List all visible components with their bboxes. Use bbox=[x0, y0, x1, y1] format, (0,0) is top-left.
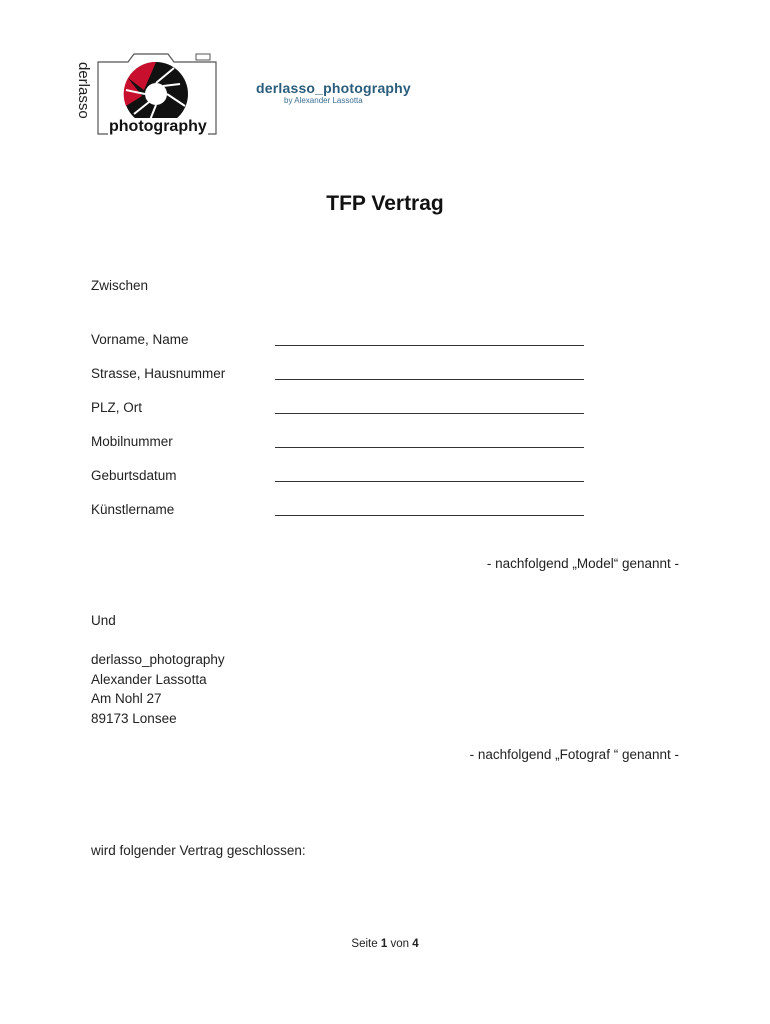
field-row-street bbox=[91, 366, 591, 386]
field-row-birthdate bbox=[91, 468, 591, 488]
field-row-name bbox=[91, 332, 591, 352]
closing-text: wird folgender Vertrag geschlossen: bbox=[91, 843, 306, 858]
fill-in-line bbox=[275, 379, 584, 380]
fill-in-line bbox=[275, 481, 584, 482]
footer-middle: von bbox=[390, 938, 409, 950]
brand-subtitle: by Alexander Lassotta bbox=[284, 96, 363, 105]
field-label: PLZ, Ort bbox=[91, 400, 143, 415]
fill-in-line bbox=[275, 515, 584, 516]
field-label: Vorname, Name bbox=[91, 332, 189, 347]
field-row-city bbox=[91, 400, 591, 420]
fill-in-line bbox=[275, 345, 584, 346]
field-label: Künstlername bbox=[91, 502, 175, 517]
field-row-artist-name bbox=[91, 502, 591, 522]
field-label: Strasse, Hausnummer bbox=[91, 366, 226, 381]
brand-name: derlasso_photography bbox=[256, 80, 411, 96]
field-row-mobile bbox=[91, 434, 591, 454]
logo-vertical-text: derlasso bbox=[75, 62, 92, 119]
model-note: - nachfolgend „Model“ genannt - bbox=[486, 556, 679, 571]
intro-text: Zwischen bbox=[91, 278, 149, 293]
photographer-note: - nachfolgend „Fotograf “ genannt - bbox=[469, 747, 679, 762]
logo-word-text: photography bbox=[109, 118, 207, 135]
und-text: Und bbox=[91, 613, 116, 628]
address-line: Alexander Lassotta bbox=[91, 671, 207, 687]
address-line: derlasso_photography bbox=[91, 652, 225, 667]
page-footer bbox=[0, 938, 770, 950]
page-title: TFP Vertrag bbox=[326, 192, 444, 215]
address-line: Am Nohl 27 bbox=[91, 691, 162, 706]
address-line: 89173 Lonsee bbox=[91, 710, 177, 726]
fill-in-line bbox=[275, 413, 584, 414]
photographer-address bbox=[91, 650, 225, 728]
field-label: Geburtsdatum bbox=[91, 468, 177, 483]
field-label: Mobilnummer bbox=[91, 434, 173, 449]
fill-in-line bbox=[275, 447, 584, 448]
footer-total-pages: 4 bbox=[412, 938, 419, 950]
footer-current-page: 1 bbox=[380, 938, 388, 950]
footer-prefix: Seite bbox=[351, 938, 378, 950]
